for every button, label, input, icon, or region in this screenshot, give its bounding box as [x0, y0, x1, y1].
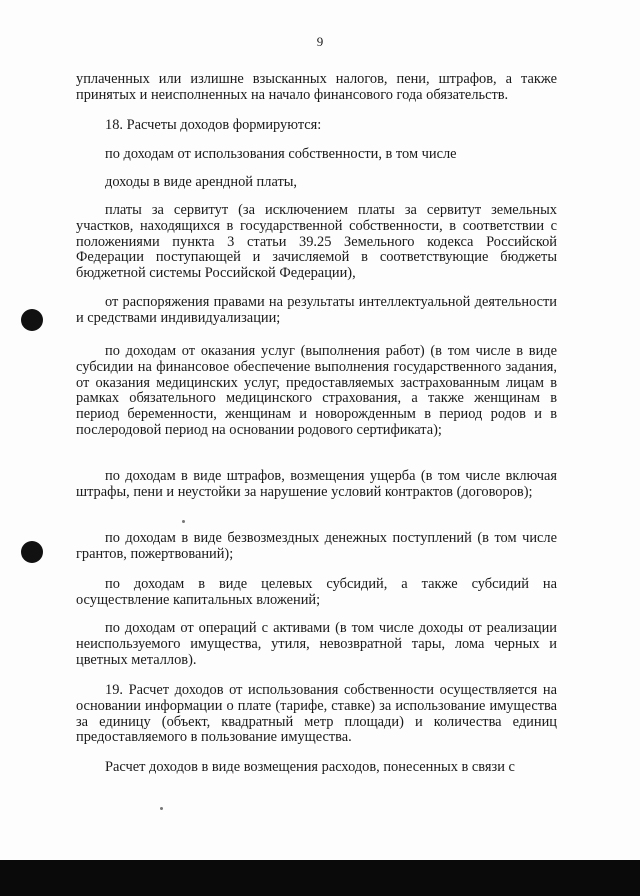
- paragraph-services-income: по доходам от оказания услуг (выполнения работ) (в том числе в виде субсидии на финансовое обеспечение выполнения государственного задания, от оказания медицинских услуг, предоставляемых застрахованным лицам в рамках обязательного медицинского страхования, а также женщинам в период беременности, женщинам и новорожденным в период родов и в послеродовой период на основании родового сертификата);: [76, 343, 557, 438]
- paragraph-income-property: по доходам от использования собственности, в том числе: [105, 146, 457, 162]
- scan-speck: [182, 520, 185, 523]
- paragraph-expense-reimbursement: Расчет доходов в виде возмещения расходов, понесенных в связи с: [105, 759, 515, 775]
- paragraph-fines-income: по доходам в виде штрафов, возмещения ущерба (в том числе включая штрафы, пени и неустойки за нарушение условий контрактов (договоров);: [76, 468, 557, 500]
- paragraph-section-18: 18. Расчеты доходов формируются:: [105, 117, 322, 133]
- paragraph-continuation: уплаченных или излишне взысканных налогов, пени, штрафов, а также принятых и неисполненных на начало финансового года обязательств.: [76, 71, 557, 103]
- paragraph-rent-income: доходы в виде арендной платы,: [105, 174, 298, 190]
- paragraph-servitude-fee: платы за сервитут (за исключением платы за сервитут земельных участков, находящихся в государственной собственности, в соответствии с положениями пункта 3 статьи 39.25 Земельного кодекса Российской Федерации поступающей и зачисляемой в соответствующие бюджеты бюджетной системы Российской Федерации),: [76, 202, 557, 282]
- paragraph-intellectual-property: от распоряжения правами на результаты интеллектуальной деятельности и средствами индивидуализации;: [76, 294, 557, 326]
- punch-hole-upper: [21, 309, 43, 331]
- paragraph-gratuitous-income: по доходам в виде безвозмездных денежных поступлений (в том числе грантов, пожертвований);: [76, 530, 557, 562]
- punch-hole-lower: [21, 541, 43, 563]
- paragraph-section-19: 19. Расчет доходов от использования собственности осуществляется на основании информации о плате (тарифе, ставке) за использование имущества за единицу (объект, квадратный метр площади) и количества единиц предоставляемого в пользование имущества.: [76, 682, 557, 746]
- paragraph-asset-operations: по доходам от операций с активами (в том числе доходы от реализации неиспользуемого имущества, утиля, невозвратной тары, лома черных и цветных металлов).: [76, 620, 557, 668]
- scan-speck: [160, 807, 163, 810]
- scan-bottom-edge: [0, 860, 640, 896]
- paragraph-targeted-subsidies: по доходам в виде целевых субсидий, а также субсидий на осуществление капитальных вложений;: [76, 576, 557, 608]
- page-number: 9: [316, 34, 324, 49]
